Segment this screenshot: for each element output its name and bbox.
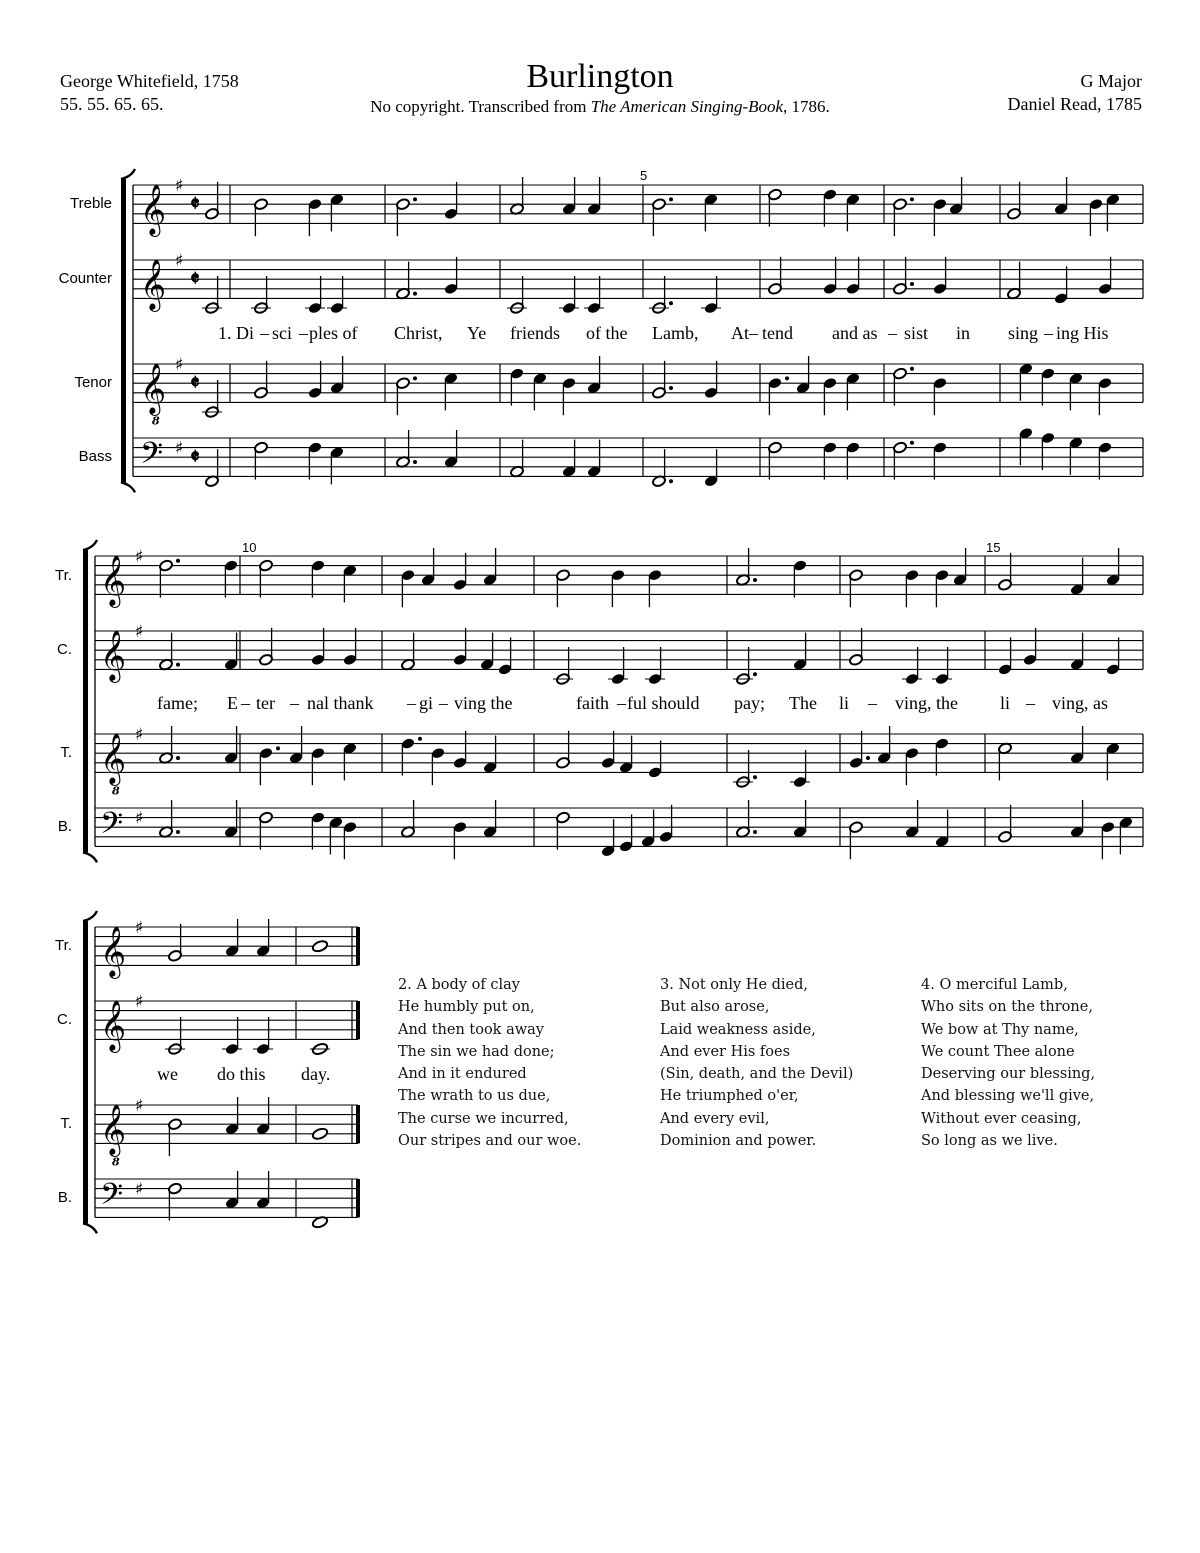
label-counter-short: C. [57, 641, 72, 658]
label-treble-short: Tr. [55, 567, 72, 584]
augmentation-dot [669, 479, 673, 483]
lyric-syllable: in [956, 323, 971, 343]
sharp-icon: ♯ [135, 1096, 144, 1116]
verse-line: And every evil, [660, 1110, 770, 1127]
verse-line: Who sits on the throne, [921, 999, 1093, 1016]
sharp-icon: ♯ [135, 622, 144, 642]
sharp-icon: ♯ [135, 808, 144, 829]
lyric-hyphen: – [241, 693, 250, 713]
verse-line: He triumphed o'er, [660, 1088, 799, 1105]
lyric-syllable: sing [1008, 323, 1039, 343]
augmentation-dot [413, 197, 417, 201]
augmentation-dot [176, 663, 180, 667]
verse-line: Without ever ceasing, [921, 1110, 1082, 1127]
augmentation-dot [866, 756, 870, 760]
lyric-syllable: and as [832, 323, 878, 343]
lyric-hyphen: – [749, 323, 758, 343]
sharp-icon: ♯ [135, 725, 144, 745]
label-bass: Bass [78, 448, 112, 465]
label-tenor-short: T. [60, 744, 72, 761]
verse-line: The wrath to us due, [398, 1088, 551, 1105]
augmentation-dot [176, 830, 180, 834]
label-tenor-short-3: T. [60, 1115, 72, 1132]
lyric-syllable: do this [217, 1064, 266, 1084]
lyric-syllable: day. [301, 1064, 331, 1084]
octave-mark: 8 [112, 1155, 120, 1169]
lyric-syllable: ving the [454, 693, 513, 713]
lyric-syllable: ving, the [895, 693, 958, 713]
bracket-hook [121, 169, 135, 179]
meter: 55. 55. 65. 65. [60, 94, 164, 114]
verse-line: And blessing we'll give, [921, 1088, 1095, 1105]
bracket-hook [83, 1223, 97, 1233]
lyric-syllable: Christ, [394, 323, 443, 343]
augmentation-dot [413, 460, 417, 464]
final-barline [356, 1179, 360, 1217]
lyric-syllable: friends [510, 323, 560, 343]
lyric-syllable: ples of [309, 323, 358, 343]
lyric-hyphen: – [1026, 693, 1035, 713]
lyric-syllable: li [839, 693, 850, 713]
verse-line: (Sin, death, and the Devil) [660, 1066, 854, 1083]
system-bracket [83, 921, 88, 1223]
common-time-icon: 𝄵 [190, 370, 200, 397]
verse-line: So long as we live. [921, 1133, 1058, 1150]
bass-clef-icon: 𝄢 [100, 807, 124, 849]
verse-line: Dominion and power. [660, 1133, 817, 1150]
treble-clef-icon: 𝄞 [140, 258, 167, 310]
lyric-hyphen: – [1044, 323, 1053, 343]
bracket-hook [83, 852, 97, 862]
lyric-hyphen: – [439, 693, 448, 713]
augmentation-dot [910, 441, 914, 445]
augmentation-dot [669, 301, 673, 305]
page-title: Burlington [526, 58, 674, 95]
augmentation-dot [753, 775, 757, 779]
sharp-icon: ♯ [135, 547, 144, 567]
bracket-hook [121, 482, 135, 492]
measure-number-10: 10 [242, 540, 257, 555]
label-counter-short-3: C. [57, 1011, 72, 1028]
system-bracket [121, 179, 126, 482]
label-treble-short-3: Tr. [55, 937, 72, 954]
lyric-hyphen: – [617, 693, 626, 713]
treble-clef-icon: 𝄞 [100, 732, 127, 784]
final-barline [356, 1105, 360, 1143]
verse-line: We count Thee alone [921, 1043, 1075, 1060]
lyric-syllable: of the [586, 323, 628, 343]
augmentation-dot [753, 672, 757, 676]
lyric-syllable: nal thank [307, 693, 374, 713]
augmentation-dot [413, 376, 417, 380]
treble-clef-icon: 𝄞 [100, 554, 127, 606]
measure-number-15: 15 [986, 540, 1001, 555]
lyric-syllable: Ye [467, 323, 487, 343]
verse-line: Our stripes and our woe. [398, 1133, 582, 1150]
lyric-syllable: 1. Di [218, 323, 254, 343]
lyric-syllable: we [157, 1064, 178, 1084]
sharp-icon: ♯ [175, 176, 184, 196]
verse-line: He humbly put on, [398, 999, 535, 1016]
lyric-syllable: ving, as [1052, 693, 1108, 713]
lyric-syllable: ing His [1056, 323, 1109, 343]
octave-mark: 8 [152, 414, 160, 428]
lyric-hyphen: – [299, 323, 308, 343]
key: G Major [1080, 71, 1142, 91]
sharp-icon: ♯ [175, 251, 184, 271]
augmentation-dot [785, 376, 789, 380]
treble-clef-icon: 𝄞 [100, 1103, 127, 1155]
verse-line: But also arose, [660, 999, 770, 1016]
lyric-syllable: Lamb, [652, 323, 699, 343]
lyric-syllable: The [789, 693, 817, 713]
octave-mark: 8 [112, 784, 120, 798]
verse-line: Deserving our blessing, [921, 1066, 1096, 1083]
lyric-syllable: At [731, 323, 749, 343]
treble-clef-icon: 𝄞 [100, 999, 127, 1051]
treble-clef-icon: 𝄞 [100, 925, 127, 977]
label-counter: Counter [58, 270, 112, 287]
treble-clef-icon: 𝄞 [100, 629, 127, 681]
lyric-syllable: gi [419, 693, 434, 713]
verse-line: And in it endured [398, 1066, 527, 1083]
augmentation-dot [176, 559, 180, 563]
lyric-syllable: sci [272, 323, 292, 343]
label-tenor: Tenor [74, 374, 112, 391]
lyric-syllable: pay; [734, 693, 765, 713]
lyric-syllable: faith [576, 693, 609, 713]
augmentation-dot [910, 197, 914, 201]
lyric-hyphen: – [260, 323, 269, 343]
subtitle-suffix: , 1786. [783, 97, 830, 116]
bass-clef-icon: 𝄢 [140, 437, 164, 479]
augmentation-dot [910, 282, 914, 286]
lyric-syllable: tend [762, 323, 793, 343]
augmentation-dot [753, 578, 757, 582]
system-bracket [83, 550, 88, 852]
verse-line: 2. A body of clay [398, 977, 520, 993]
final-barline [356, 1001, 360, 1039]
lyric-syllable: sist [904, 323, 929, 343]
augmentation-dot [753, 830, 757, 834]
augmentation-dot [669, 197, 673, 201]
bracket-hook [83, 911, 97, 921]
verse-line: And ever His foes [660, 1043, 791, 1060]
final-barline [356, 927, 360, 965]
augmentation-dot [276, 746, 280, 750]
lyric-syllable: E [227, 693, 238, 713]
lyric-syllable: fame; [157, 693, 198, 713]
verse-line: The curse we incurred, [398, 1110, 569, 1127]
verse-line: And then took away [398, 1021, 544, 1038]
augmentation-dot [669, 386, 673, 390]
verse-line: The sin we had done; [398, 1043, 555, 1060]
sharp-icon: ♯ [175, 438, 184, 459]
augmentation-dot [910, 367, 914, 371]
note-head [311, 1127, 328, 1141]
subtitle-prefix: No copyright. Transcribed from [370, 97, 591, 116]
lyric-syllable: ful should [627, 693, 700, 713]
common-time-icon: 𝄵 [190, 444, 200, 471]
composer: Daniel Read, 1785 [1007, 94, 1142, 114]
note-head [311, 939, 328, 953]
sharp-icon: ♯ [135, 1179, 144, 1200]
lyric-hyphen: – [290, 693, 299, 713]
sharp-icon: ♯ [135, 918, 144, 938]
sharp-icon: ♯ [135, 992, 144, 1012]
measure-number-5: 5 [640, 168, 648, 183]
augmentation-dot [413, 292, 417, 296]
sharp-icon: ♯ [175, 355, 184, 375]
lyric-syllable: ter [256, 693, 275, 713]
verse-line: 3. Not only He died, [660, 977, 809, 993]
augmentation-dot [176, 756, 180, 760]
lyric-hyphen: – [407, 693, 416, 713]
label-treble: Treble [70, 195, 112, 212]
treble-clef-icon: 𝄞 [140, 183, 167, 235]
lyric-hyphen: – [888, 323, 897, 343]
label-bass-short: B. [57, 818, 72, 835]
verse-line: We bow at Thy name, [921, 1021, 1079, 1038]
verse-line: Laid weakness aside, [660, 1021, 816, 1038]
subtitle-book: The American Singing-Book [590, 97, 784, 116]
augmentation-dot [418, 737, 422, 741]
label-bass-short-3: B. [57, 1189, 72, 1206]
common-time-icon: 𝄵 [190, 191, 200, 218]
verse-line: 4. O merciful Lamb, [921, 977, 1068, 993]
treble-clef-icon: 𝄞 [140, 362, 167, 414]
author: George Whitefield, 1758 [60, 71, 239, 91]
lyric-syllable: li [1000, 693, 1011, 713]
common-time-icon: 𝄵 [190, 266, 200, 293]
bracket-hook [83, 540, 97, 550]
bass-clef-icon: 𝄢 [100, 1178, 124, 1220]
lyric-hyphen: – [868, 693, 877, 713]
